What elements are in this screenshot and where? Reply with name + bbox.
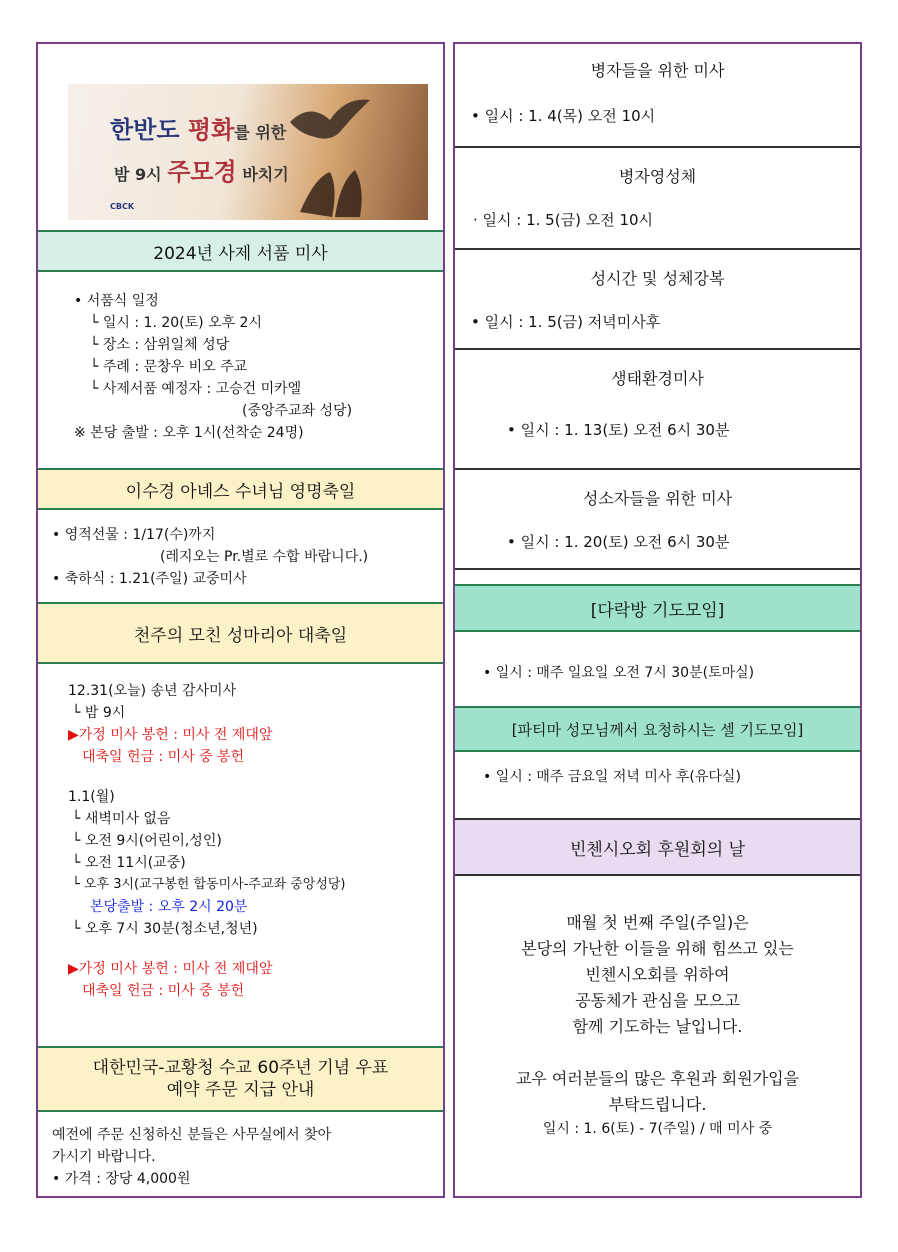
vincent-header: 빈첸시오회 후원회의 날 <box>455 818 860 876</box>
peace-prayer-banner <box>68 84 428 220</box>
left-column <box>36 42 445 1198</box>
fatima-prayer-header: [파티마 성모님께서 요청하시는 셀 기도모임] <box>455 706 860 752</box>
home-mass-offering: ▶가정 미사 봉헌 : 미사 전 제대앞 <box>68 727 273 743</box>
eco-mass-section: 생태환경미사 • 일시 : 1. 13(토) 오전 6시 30분 <box>455 348 860 468</box>
feast-details: • 영적선물 : 1/17(수)까지 (레지오는 Pr.별로 수합 바랍니다.) • 축하식 : 1.21(주일) 교중미사 <box>52 527 369 587</box>
ordination-header: 2024년 사제 서품 미사 <box>38 230 443 272</box>
parish-departure: 본당출발 : 오후 2시 20분 <box>90 899 248 915</box>
right-column <box>453 42 862 1198</box>
banner-subtitle: 밤 9시 주모경 바치기 <box>114 158 289 186</box>
adoration-section: 성시간 및 성체강복 • 일시 : 1. 5(금) 저녁미사후 <box>455 248 860 350</box>
feast-header: 이수경 아녜스 수녀님 영명축일 <box>38 468 443 510</box>
stamp-header: 대한민국-교황청 수교 60주년 기념 우표 예약 주문 지급 안내 <box>38 1046 443 1112</box>
mary-details: 12.31(오늘) 송년 감사미사 └ 밤 9시 ▶가정 미사 봉헌 : 미사 전 제대앞 대축일 헌금 : 미사 중 봉헌 1.1(월) └ 새벽미사 없음 └ 오전 9시(어린이,성인) └ 오전 11시(교중) └ 오후 3시(교구봉헌 합동미사-주교좌 중앙성당) 본당출발 : 오후 2시 20분 └ 오후 7시 30분(청소년,청년) ▶가정 미사 봉헌 : 미사 전 제대앞 대축일 헌금 : 미사 중 봉헌 <box>38 680 443 1002</box>
ordination-details: • 서품식 일정 └ 일시 : 1. 20(토) 오후 2시 └ 장소 : 삼위일체 성당 └ 주례 : 문창우 비오 주교 └ 사제서품 예정자 : 고승건 미카엘 (중앙주교좌 성당) ※ 본당 출발 : 오후 1시(선착순 24명) <box>74 293 353 441</box>
cbck-logo: CBCK <box>110 202 135 211</box>
fatima-prayer-detail: • 일시 : 매주 금요일 저녁 미사 후(유다실) <box>483 769 741 785</box>
vocation-mass-section: 성소자들을 위한 미사 • 일시 : 1. 20(토) 오전 6시 30분 <box>455 468 860 570</box>
stamp-details: 예전에 주문 신청하신 분들은 사무실에서 찾아 가시기 바랍니다. • 가격 : 장당 4,000원 <box>52 1127 332 1187</box>
vincent-details: 매월 첫 번째 주일(주일)은 본당의 가난한 이들을 위해 힘쓰고 있는 빈첸시오회를 위하여 공동체가 관심을 모으고 함께 기도하는 날입니다. 교우 여러분들의 많은 후원과 회원가입을 부탁드립니다. 일시 : 1. 6(토) - 7(주일) / 매 미사 중 <box>515 913 800 1137</box>
upper-room-prayer-header: [다락방 기도모임] <box>455 584 860 632</box>
sick-mass-section: 병자들을 위한 미사 • 일시 : 1. 4(목) 오전 10시 <box>471 61 725 125</box>
upper-room-prayer-detail: • 일시 : 매주 일요일 오전 7시 30분(토마실) <box>483 665 755 681</box>
banner-title: 한반도 평화를 위한 <box>110 116 287 144</box>
communion-section: 병자영성체 · 일시 : 1. 5(금) 오전 10시 <box>455 146 860 250</box>
dove-icon <box>270 92 380 220</box>
mary-header: 천주의 모친 성마리아 대축일 <box>38 602 443 664</box>
